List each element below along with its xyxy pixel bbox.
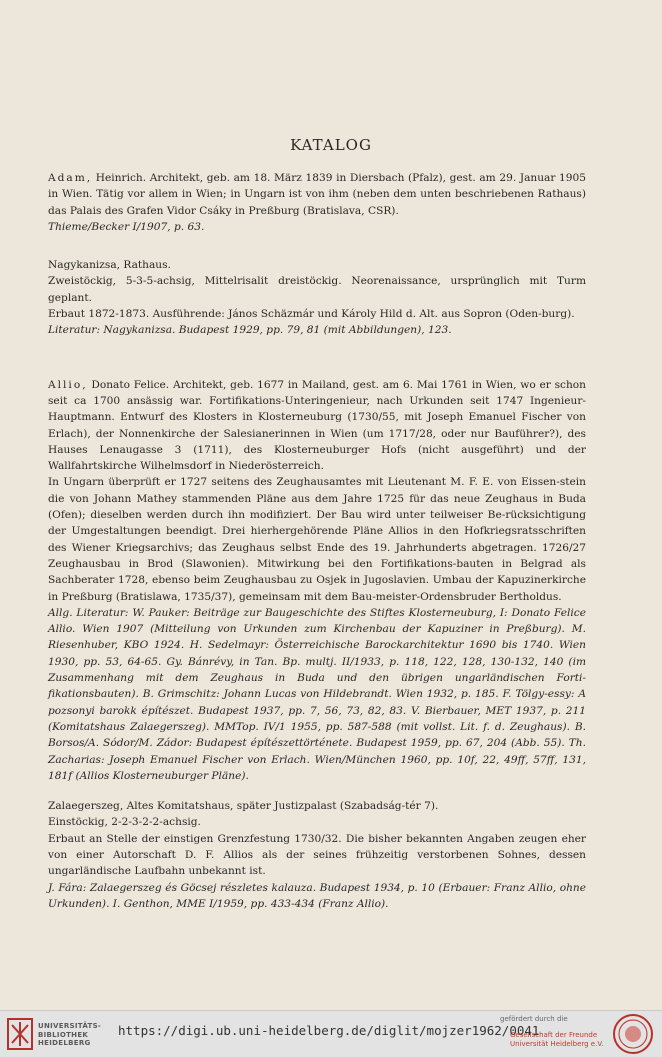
catalog-body — [48, 170, 586, 912]
building-literature: J. Fára: Zalaegerszeg és Göcsej részletes kalauza. Budapest 1934, p. 10 (Erbauer: Franz Allio, ohne Urkunden). I. Genthon, MME I/1959, pp. 433-434 (Franz Allio). — [48, 881, 586, 910]
viewer-footer — [0, 1010, 662, 1057]
building-construction: Erbaut 1872-1873. Ausführende: János Schäzmár und Károly Hild d. Alt. aus Sopron (Oden-burg). — [48, 308, 575, 321]
show-through-text — [60, 0, 620, 120]
permalink-url[interactable]: https://digi.ub.uni-heidelberg.de/diglit/mojzer1962/0041 — [118, 1023, 540, 1038]
library-name[interactable]: UNIVERSITÄTS- BIBLIOTHEK HEIDELBERG — [38, 1022, 102, 1047]
entry-adam — [48, 170, 586, 219]
entry-allio — [48, 377, 586, 475]
library-logo-icon[interactable] — [6, 1017, 34, 1051]
entry-text: Heinrich. Architekt, geb. am 18. März 1839 in Diersbach (Pfalz), gest. am 29. Januar 1905 in Wien. Tätig vor allem in Wien; in Ungarn ist von ihm (neben dem unten beschriebenen Rathaus) das Palais des Grafen Vidor Csáky in Preßburg (Bratislava, CSR). — [48, 172, 586, 217]
building-description: Einstöckig, 2-2-3-2-2-achsig. — [48, 816, 201, 829]
university-seal-icon — [612, 1013, 654, 1055]
building-construction: Erbaut an Stelle der einstigen Grenzfestung 1730/32. Die bisher bekannten Angaben zeugen eher von einer Autorschaft D. F. Allios als der seines frühzeitig verstorbenen Sohnes, dessen ungarländische Laufbahn unbekannt ist. — [48, 832, 586, 878]
page-title: KATALOG — [290, 136, 372, 154]
entry-name: Adam, — [48, 172, 93, 184]
entry-reference: Thieme/Becker I/1907, p. 63. — [48, 220, 205, 233]
sponsor-label: gefördert durch die — [500, 1015, 568, 1023]
building-description: Zweistöckig, 5-3-5-achsig, Mittelrisalit dreistöckig. Neorenaissance, ursprünglich mit Turm geplant. — [48, 275, 586, 304]
entry-literature: Allg. Literatur: W. Pauker: Beiträge zur Baugeschichte des Stiftes Klosterneuburg, I: Donato Felice Allio. Wien 1907 (Mitteilung von Urkunden zum Kirchenbau der Kapuziner in Preßburg). M. Riesenhuber, KBO 1924. H. Sedelmayr: Österreichische Barockarchitektur 1690 bis 1740. Wien 1930, pp. 53, 64-65. Gy. Bánrévy, in Tan. Bp. multj. II/1933, p. 118, 122, 128, 130-132, 140 (im Zusammenhang mit dem Zeughaus in Buda und den übrigen ungarländischen Forti-fikationsbauten). B. Grimschitz: Johann Lucas von Hildebrandt. Wien 1932, p. 185. F. Tölgy-essy: A pozsonyi barokk építészet. Budapest 1937, pp. 7, 56, 73, 82, 83. V. Bierbauer, MET 1937, p. 211 (Komitatshaus Zalaegerszeg). MMTop. IV/1 1955, pp. 587-588 (mit vollst. Lit. f. d. Zeughaus). B. Borsos/A. Sódor/M. Zádor: Budapest építészettörténete. Budapest 1959, pp. 67, 204 (Abb. 55). Th. Zacharias: Joseph Emanuel Fischer von Erlach. Wien/München 1960, pp. 10f, 22, 49ff, 57ff, 131, 181f (Allios Klosterneuburger Pläne). — [48, 606, 586, 782]
building-title: Nagykanizsa, Rathaus. — [48, 259, 171, 272]
sponsor-name[interactable]: Gesellschaft der Freunde Universität Heidelberg e.V. — [510, 1031, 604, 1048]
entry-name: Allio, — [48, 378, 88, 391]
building-literature: Literatur: Nagykanizsa. Budapest 1929, pp. 79, 81 (mit Abbildungen), 123. — [48, 324, 452, 337]
entry-text: Donato Felice. Architekt, geb. 1677 in Mailand, gest. am 6. Mai 1761 in Wien, wo er schon seit ca 1700 ansässig war. Fortifikations-Unteringenieur, nach Urkunden seit 1747 Ingenieur-Hauptmann. Entwurf des Klosters in Klosterneuburg (1730/55, mit Joseph Emanuel Fischer von Erlach), der Nonnenkirche der Salesianerinnen in Wien (um 1717/28, oder nur Bauführer?), des Hauses Lenaugasse 3 (1711), des Klosterneuburger Hofs (nicht ausgeführt) und der Wallfahrtskirche Wilhelmsdorf in Niederösterreich. — [48, 378, 586, 473]
building-title: Zalaegerszeg, Altes Komitatshaus, später Justizpalast (Szabadság-tér 7). — [48, 800, 439, 813]
entry-text-continued: In Ungarn überprüft er 1727 seitens des Zeughausamtes mit Lieutenant M. F. E. von Eissen-stein die von Johann Mathey stammenden Pläne aus dem Jahre 1725 für das neue Zeughaus in Buda (Ofen); dieselben werden durch ihn modifiziert. Der Bau wird unter teilweiser Be-rücksichtigung der Umgestaltungen beendigt. Drei hierhergehörende Pläne Allios in den Hofkriegsratsschriften des Wiener Kriegsarchivs; das Zeughaus selbst Ende des 19. Jahrhunderts abgetragen. 1726/27 Zeughausbau in Brod (Slawonien). Mitwirkung bei den Fortifikations-bauten in Belgrad als Sachberater 1728, ebenso beim Zeughausbau zu Osjek in Jugoslavien. Umbau der Kapuzinerkirche in Preßburg (Bratislawa, 1735/37), gemeinsam mit dem Bau-meister-Ordensbruder Bertholdus. — [48, 476, 586, 603]
